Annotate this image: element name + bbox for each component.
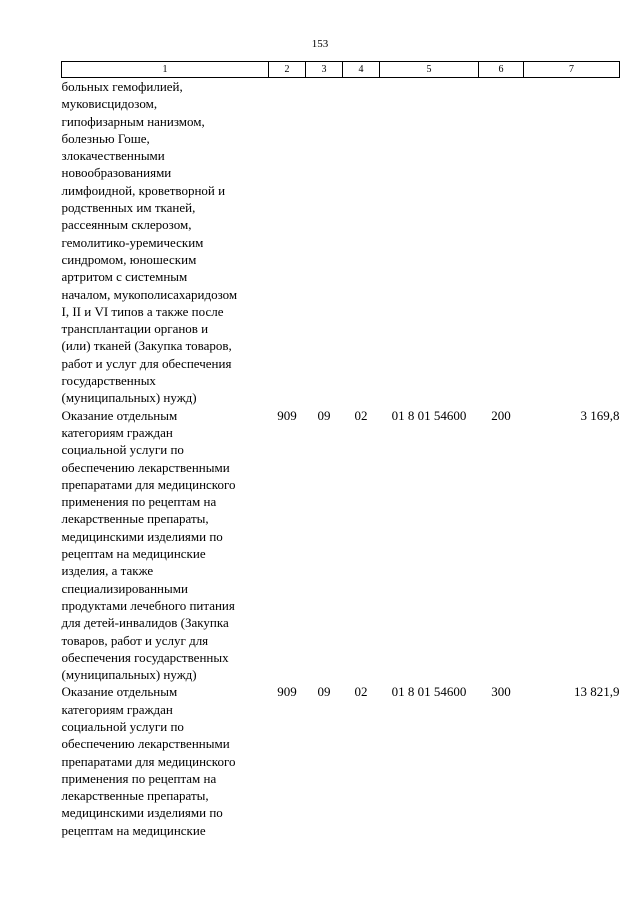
description-line: рассеянным склерозом, [61, 217, 192, 233]
description-line: специализированными [61, 580, 188, 596]
subsection-code [343, 78, 380, 407]
section-code: 09 [317, 407, 331, 423]
description-line: родственных им тканей, [61, 200, 196, 216]
section-code [306, 78, 343, 407]
header-col-3: 3 [306, 62, 343, 78]
description-line: гипофизарным нанизмом, [61, 113, 205, 129]
description-line: болезнью Гоше, [61, 130, 150, 146]
description-line: продуктами лечебного питания [61, 597, 235, 613]
description-line: государственных [61, 373, 156, 389]
table-row [62, 78, 620, 407]
description-line: категориям граждан [61, 701, 173, 717]
row-description [62, 407, 269, 684]
subsection-code: 02 [354, 684, 368, 700]
description-line: рецептам на медицинские [61, 546, 206, 562]
target-article-code [380, 78, 479, 407]
description-line: (муниципальных) нужд) [61, 390, 197, 406]
description-line: рецептам на медицинские [61, 822, 206, 838]
description-line: социальной услуги по [61, 718, 184, 734]
expense-type-code: 300 [491, 684, 511, 700]
description-line: применения по рецептам на [61, 770, 217, 786]
expense-type-code [479, 78, 524, 407]
description-line: новообразованиями [61, 165, 172, 181]
description-line: работ и услуг для обеспечения [61, 355, 232, 371]
table-header [62, 62, 620, 78]
amount: 13 821,9 [574, 684, 620, 700]
description-line: (муниципальных) нужд) [61, 667, 197, 683]
header-row [62, 62, 620, 78]
budget-table [61, 61, 620, 839]
description-line: медицинскими изделиями по [61, 805, 223, 821]
ministry-code: 909 [277, 407, 297, 423]
description-line: больных гемофилией, [61, 79, 183, 94]
ministry-code [269, 78, 306, 407]
description-line: социальной услуги по [61, 442, 184, 458]
description-line: медицинскими изделиями по [61, 528, 223, 544]
description-line: препаратами для медицинского [61, 476, 236, 492]
expense-type-code: 200 [491, 407, 511, 423]
row-description [62, 683, 269, 839]
table-row [62, 683, 620, 839]
target-article-code: 01 8 01 54600 [391, 407, 467, 423]
target-article-code: 01 8 01 54600 [391, 684, 467, 700]
header-col-2: 2 [269, 62, 306, 78]
header-col-6: 6 [479, 62, 524, 78]
description-line: трансплантации органов и [61, 321, 209, 337]
description-line: обеспечения государственных [61, 649, 229, 665]
amount: 3 169,8 [580, 407, 620, 423]
description-line: синдромом, юношеским [61, 251, 197, 267]
table-body [62, 78, 620, 840]
description-line: обеспечению лекарственными [61, 459, 230, 475]
description-line: категориям граждан [61, 424, 173, 440]
header-col-7: 7 [524, 62, 620, 78]
description-line: муковисцидозом, [61, 96, 158, 112]
description-line: изделия, а также [61, 563, 154, 579]
description-line: злокачественными [61, 148, 165, 164]
description-line: I, II и VI типов а также после [61, 303, 224, 319]
amount [524, 78, 620, 407]
description-line: лекарственные препараты, [61, 511, 209, 527]
description-line: Оказание отдельным [61, 407, 178, 423]
description-line: гемолитико-уремическим [61, 234, 204, 250]
description-line: Оказание отдельным [61, 684, 178, 700]
section-code: 09 [317, 684, 331, 700]
header-col-5: 5 [380, 62, 479, 78]
description-line: для детей-инвалидов (Закупка [61, 615, 229, 631]
ministry-code: 909 [277, 684, 297, 700]
description-line: применения по рецептам на [61, 494, 217, 510]
description-line: лимфоидной, кроветворной и [61, 182, 226, 198]
subsection-code: 02 [354, 407, 368, 423]
description-line: лекарственные препараты, [61, 788, 209, 804]
description-line: обеспечению лекарственными [61, 736, 230, 752]
header-col-4: 4 [343, 62, 380, 78]
description-line: (или) тканей (Закупка товаров, [61, 338, 232, 354]
description-line: началом, мукополисахаридозом [61, 286, 238, 302]
description-line: препаратами для медицинского [61, 753, 236, 769]
header-col-1: 1 [62, 62, 269, 78]
description-line: товаров, работ и услуг для [61, 632, 209, 648]
row-description [62, 78, 269, 407]
page-number: 153 [311, 38, 329, 50]
table-row [62, 407, 620, 684]
description-line: артритом с системным [61, 269, 188, 285]
